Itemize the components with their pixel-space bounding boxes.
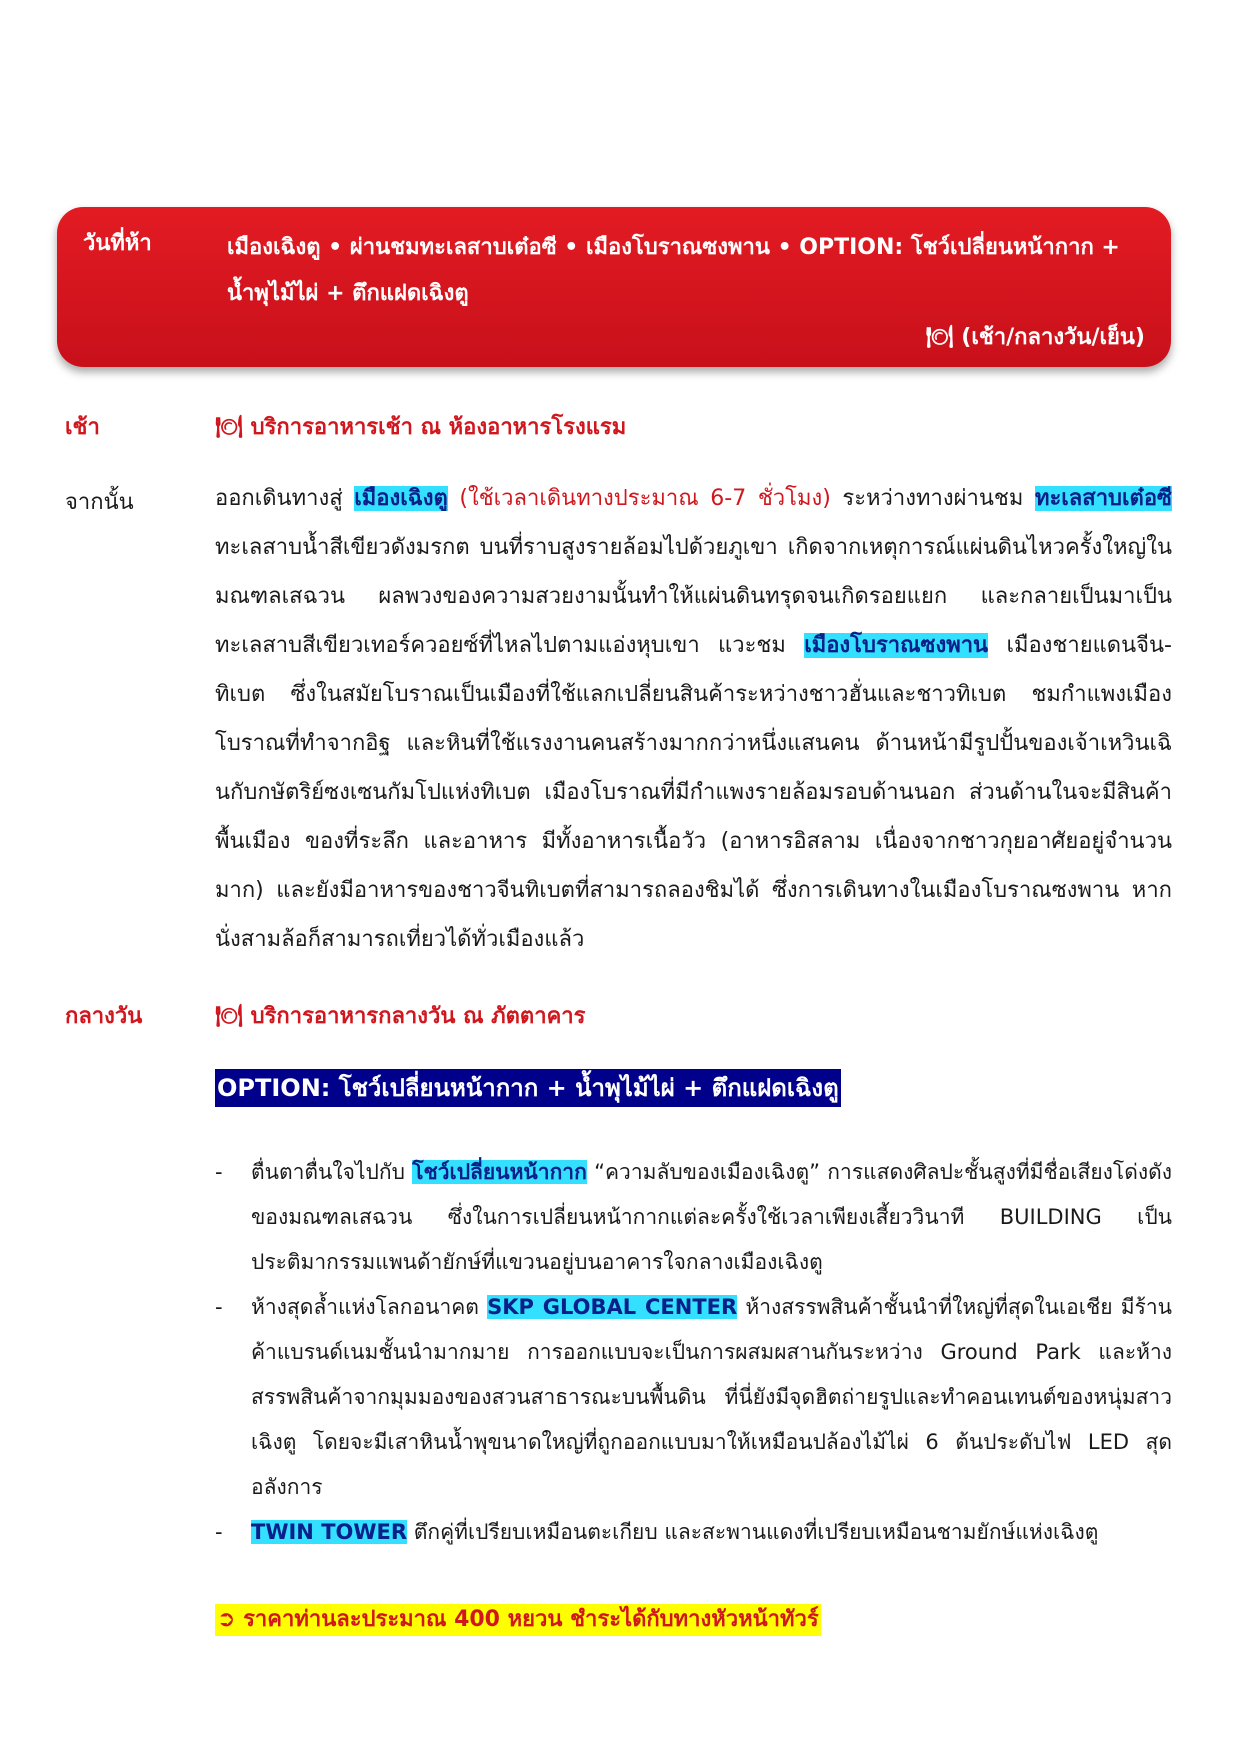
item-text: ตื่นตาตื่นใจไปกับ (251, 1160, 413, 1184)
option-list (215, 1150, 1172, 1555)
dish-icon: 🍽 (215, 1004, 243, 1029)
bullet-dash: - (215, 1160, 223, 1184)
meals-text: (เช้า/กลางวัน/เย็น) (961, 325, 1145, 350)
list-item (215, 1150, 1172, 1285)
highlight-face-show: โชว์เปลี่ยนหน้ากาก (412, 1160, 587, 1184)
item-text: ตึกคู่ที่เปรียบเหมือนตะเกียบ และสะพานแดงที่เปรียบเหมือนชามยักษ์แห่งเฉิงตู (407, 1520, 1099, 1544)
item-text: “ความลับของเมืองเฉิงตู” การแสดงศิลปะชั้นสูงที่มีชื่อเสียงโด่งดังของมณฑลเสฉวน ซึ่งในการเปลี่ยนหน้ากากแต่ละครั้งใช้เวลาเพียงเสี้ยววินาที BUILDING เป็นประติมากรรมแพนด้ายักษ์ที่แขวนอยู่บนอาคารใจกลางเมืองเฉิงตู (251, 1160, 1172, 1274)
lunch-line (215, 998, 585, 1033)
item-text: ห้างสรรพสินค้าชั้นนำที่ใหญ่ที่สุดในเอเชีย มีร้านค้าแบรนด์เนมชั้นนำมากมาย การออกแบบจะเป็นการผสมผสานกันระหว่าง Ground Park และห้างสรรพสินค้าจากมุมมองของสวนสาธารณะบนพื้นดิน ที่นี่ยังมีจุดฮิตถ่ายรูปและทำคอนเทนต์ของหนุ่มสาวเฉิงตู โดยจะมีเสาหินน้ำพุขนาดใหญ่ที่ถูกออกแบบมาให้เหมือนปล้องไม้ไผ่ 6 ต้นประดับไฟ LED สุดอลังการ (251, 1295, 1172, 1499)
option-title: OPTION: โชว์เปลี่ยนหน้ากาก + น้ำพุไม้ไผ่ + ตึกแฝดเฉิงตู (215, 1069, 841, 1107)
morning-label: เช้า (65, 415, 100, 440)
bullet-dash: - (215, 1295, 223, 1319)
price-text: ราคาท่านละประมาณ 400 หยวน ชำระได้กับทางหัวหน้าทัวร์ (243, 1607, 819, 1632)
item-text: ห้างสุดล้ำแห่งโลกอนาคต (251, 1295, 488, 1319)
para-text: ออกเดินทางสู่ (215, 486, 355, 511)
travel-time-note: (ใช้เวลาเดินทางประมาณ 6-7 ชั่วโมง) (447, 486, 831, 511)
then-paragraph (215, 474, 1172, 964)
price-note (215, 1604, 821, 1636)
breakfast-line (215, 409, 626, 444)
then-label: จากนั้น (65, 490, 134, 515)
para-text: ระหว่างทางผ่านชม (830, 486, 1035, 511)
lunch-text: บริการอาหารกลางวัน ณ ภัตตาคาร (250, 1004, 586, 1029)
day-banner (57, 207, 1171, 367)
list-item (215, 1285, 1172, 1510)
noon-label: กลางวัน (65, 1004, 143, 1029)
highlight-deqi-lake: ทะเลสาบเต๋อซี (1034, 486, 1172, 511)
highlight-chengdu: เมืองเฉิงตู (354, 486, 448, 511)
para-text: เมืองชายแดนจีน-ทิเบต ซึ่งในสมัยโบราณเป็นเมืองที่ใช้แลกเปลี่ยนสินค้าระหว่างชาวฮั่นและชาวทิเบต ชมกำแพงเมืองโบราณที่ทำจากอิฐ และหินที่ใช้แรงงานคนสร้างมากกว่าหนึ่งแสนคน ด้านหน้ามีรูปปั้นของเจ้าเหวินเฉินกับกษัตริย์ซงเซนกัมโปแห่งทิเบต เมืองโบราณที่มีกำแพงรายล้อมรอบด้านนอก ส่วนด้านในจะมีสินค้าพื้นเมือง ของที่ระลึก และอาหาร มีทั้งอาหารเนื้อวัว (อาหารอิสลาม เนื่องจากชาวกุยอาศัยอยู่จำนวนมาก) และยังมีอาหารของชาวจีนทิเบตที่สามารถลองชิมได้ ซึ่งการเดินทางในเมืองโบราณซงพาน หากนั่งสามล้อก็สามารถเที่ยวได้ทั่วเมืองแล้ว (215, 633, 1172, 952)
meals-summary (926, 319, 1145, 354)
dish-icon: 🍽 (925, 325, 954, 350)
list-item (215, 1510, 1172, 1555)
bullet-dash: - (215, 1520, 223, 1544)
dish-icon: 🍽 (215, 415, 243, 440)
breakfast-text: บริการอาหารเช้า ณ ห้องอาหารโรงแรม (250, 415, 627, 440)
arrow-icon: ➲ (217, 1607, 236, 1632)
highlight-twin-tower: TWIN TOWER (251, 1520, 408, 1544)
highlight-skp: SKP GLOBAL CENTER (487, 1295, 738, 1319)
day-route: เมืองเฉิงตู • ผ่านชมทะเลสาบเต๋อซี • เมืองโบราณซงพาน • OPTION: โชว์เปลี่ยนหน้ากาก + น้ำพุไม้ไผ่ + ตึกแฝดเฉิงตู (227, 235, 1120, 306)
day-label: วันที่ห้า (83, 231, 152, 256)
highlight-songpan: เมืองโบราณซงพาน (804, 633, 989, 658)
para-text: ทะเลสาบน้ำสีเขียวดังมรกต บนที่ราบสูงรายล้อมไปด้วยภูเขา เกิดจากเหตุการณ์แผ่นดินไหวครั้งใหญ่ในมณฑลเสฉวน ผลพวงของความสวยงามนั้นทำให้แผ่นดินทรุดจนเกิดรอยแยก และกลายเป็นมาเป็นทะเลสาบสีเขียวเทอร์ควอยซ์ที่ไหลไปตามแอ่งหุบเขา แวะชม (215, 535, 1172, 658)
